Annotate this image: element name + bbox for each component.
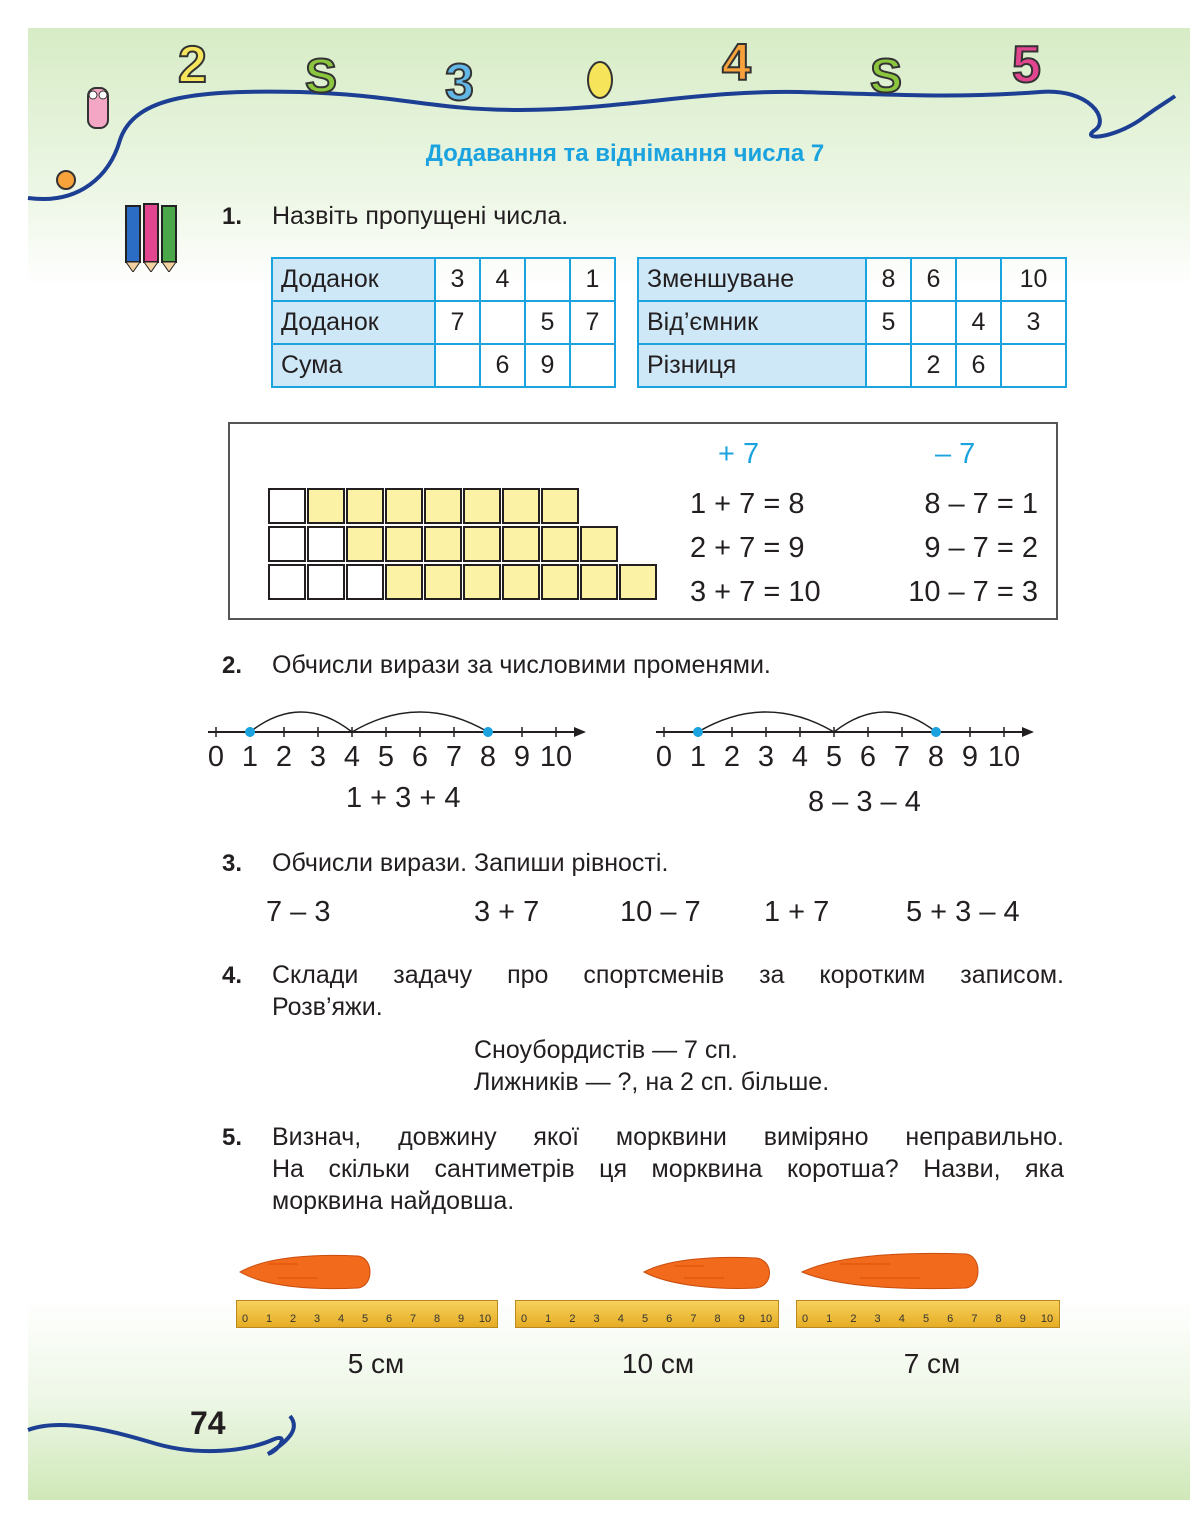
arrow-icon — [1022, 727, 1034, 737]
task-4-number: 4. — [222, 962, 243, 989]
ruler-tick-label: 10 — [759, 1313, 773, 1325]
task-1-text: Назвіть пропущені числа. — [272, 202, 569, 230]
ruler-tick-label: 2 — [569, 1313, 576, 1325]
grid-cell-white — [268, 526, 306, 562]
task-4-text-line: Розв’яжи. — [272, 993, 383, 1021]
number-line-label: 8 — [479, 741, 497, 773]
svg-text:S: S — [305, 50, 338, 103]
number-line-point — [931, 727, 941, 737]
grid-cell-yellow — [541, 526, 579, 562]
grid-cell-yellow — [502, 526, 540, 562]
jump-arc — [834, 712, 936, 732]
plus-seven-header: + 7 — [718, 438, 760, 470]
subtraction-table — [637, 257, 1067, 388]
ruler-tick-label: 6 — [666, 1313, 673, 1325]
grid-cell-yellow — [346, 526, 384, 562]
table-cell: 6 — [480, 344, 525, 387]
number-line-label: 0 — [207, 741, 225, 773]
number-line-label: 10 — [987, 741, 1021, 773]
minus-equation: 10 – 7 = 3 — [908, 576, 1038, 608]
carrot-length-label: 7 см — [903, 1348, 961, 1379]
grid-cell-yellow — [619, 564, 657, 600]
jump-arc — [250, 712, 352, 732]
grid-cell-yellow — [385, 564, 423, 600]
grid-cell-yellow — [541, 564, 579, 600]
grid-cell-yellow — [541, 488, 579, 524]
task-5-text-line: Визнач, довжину якої морквини виміряно неправильно. — [272, 1123, 1064, 1151]
number-line-label: 1 — [689, 741, 707, 773]
plus-equation: 1 + 7 = 8 — [690, 488, 805, 520]
ruler-tick-label: 6 — [385, 1313, 393, 1325]
number-line-label: 7 — [893, 741, 911, 773]
ruler-tick-label: 1 — [826, 1313, 833, 1325]
grid-cell-yellow — [424, 488, 462, 524]
ruler-tick-label: 5 — [361, 1313, 369, 1325]
equations-box — [228, 422, 1058, 620]
plus-equation: 2 + 7 = 9 — [690, 532, 805, 564]
ruler-tick-label: 9 — [1019, 1313, 1026, 1325]
number-line-label: 3 — [757, 741, 775, 773]
ruler-tick-label: 4 — [898, 1313, 905, 1325]
grid-cell-yellow — [463, 526, 501, 562]
table-cell — [435, 344, 480, 387]
expression: 1 + 7 — [764, 896, 830, 928]
grid-cell-yellow — [385, 526, 423, 562]
page-number: 74 — [190, 1405, 226, 1441]
ruler-tick-label: 1 — [265, 1313, 273, 1325]
number-four-character-icon — [722, 34, 751, 92]
ruler-tick-label: 4 — [617, 1313, 624, 1325]
task-3-text: Обчисли вирази. Запиши рівності. — [272, 849, 669, 877]
number-line-point — [245, 727, 255, 737]
pencils-icon — [118, 200, 198, 272]
table-label: Різниця — [638, 344, 866, 387]
ruler-tick-label: 2 — [850, 1313, 857, 1325]
ruler-tick-label: 6 — [947, 1313, 954, 1325]
right-expression: 8 – 3 – 4 — [808, 786, 921, 818]
number-line-label: 0 — [655, 741, 673, 773]
table-cell — [1001, 344, 1066, 387]
table-cell — [866, 344, 911, 387]
grid-cell-yellow — [424, 526, 462, 562]
carrot-icon — [238, 1250, 378, 1294]
ruler-tick-label: 7 — [409, 1313, 417, 1325]
grid-cell-yellow — [463, 564, 501, 600]
svg-text:S: S — [870, 50, 903, 103]
table-cell — [525, 258, 570, 301]
grid-cell-white — [307, 526, 345, 562]
table-cell: 9 — [525, 344, 570, 387]
ruler-tick-label: 8 — [995, 1313, 1002, 1325]
number-line-label: 5 — [377, 741, 395, 773]
page-title: Додавання та віднімання числа 7 — [425, 140, 825, 167]
ruler-tick-label: 9 — [738, 1313, 745, 1325]
table-cell: 1 — [570, 258, 615, 301]
ruler-tick-label: 2 — [289, 1313, 297, 1325]
small-character-icon — [57, 171, 75, 189]
grid-cell-yellow — [424, 564, 462, 600]
ruler — [236, 1300, 498, 1328]
task-1-number: 1. — [222, 203, 243, 230]
table-row — [272, 344, 615, 387]
grid-cell-yellow — [502, 488, 540, 524]
minus-seven-header: – 7 — [935, 438, 976, 470]
table-cell: 4 — [480, 258, 525, 301]
left-expression: 1 + 3 + 4 — [346, 782, 461, 814]
ruler — [796, 1300, 1060, 1328]
task-4-text-line: Склади задачу про спортсменів за коротким записом. — [272, 961, 1064, 989]
grid-cell-white — [268, 564, 306, 600]
number-line-label: 4 — [791, 741, 809, 773]
ruler-tick-label: 8 — [433, 1313, 441, 1325]
table-cell — [480, 301, 525, 344]
ruler-tick-label: 0 — [801, 1313, 809, 1325]
table-cell: 6 — [956, 344, 1001, 387]
table-label: Доданок — [272, 301, 435, 344]
svg-text:4: 4 — [722, 34, 751, 92]
table-row — [272, 301, 615, 344]
number-line-label: 1 — [241, 741, 259, 773]
number-line-label: 10 — [539, 741, 573, 773]
ruler-tick-label: 4 — [337, 1313, 345, 1325]
table-row — [638, 258, 1066, 301]
svg-text:5: 5 — [1012, 36, 1041, 94]
table-cell: 4 — [956, 301, 1001, 344]
ruler-tick-label: 7 — [971, 1313, 978, 1325]
plus-equation: 3 + 7 = 10 — [690, 576, 821, 608]
number-line-label: 5 — [825, 741, 843, 773]
ruler-tick-label: 0 — [241, 1313, 249, 1325]
ruler-tick-label: 3 — [313, 1313, 321, 1325]
short-note-line: Лижників — ?, на 2 сп. більше. — [474, 1068, 830, 1096]
number-line-right — [648, 698, 1038, 778]
grid-cell-yellow — [307, 488, 345, 524]
table-cell: 3 — [1001, 301, 1066, 344]
expression: 3 + 7 — [474, 896, 540, 928]
grid-cell-yellow — [580, 564, 618, 600]
svg-text:2: 2 — [178, 36, 207, 94]
grid-cell-white — [346, 564, 384, 600]
expression: 7 – 3 — [266, 896, 331, 928]
carrot-icon — [640, 1250, 780, 1294]
table-cell: 8 — [866, 258, 911, 301]
table-row — [272, 258, 615, 301]
header-decoration — [0, 0, 1190, 220]
table-row — [638, 344, 1066, 387]
ruler-tick-label: 5 — [641, 1313, 649, 1325]
number-zero-character-icon — [588, 62, 612, 98]
table-cell: 6 — [911, 258, 956, 301]
number-line-label: 4 — [343, 741, 361, 773]
number-line-label: 6 — [411, 741, 429, 773]
grid-cell-yellow — [580, 526, 618, 562]
grid-cell-yellow — [502, 564, 540, 600]
task-5-text-line: На скільки сантиметрів ця морквина коротша? Назви, яка — [272, 1155, 1064, 1183]
grid-cell-white — [307, 564, 345, 600]
ruler-tick-label: 0 — [520, 1313, 528, 1325]
table-cell — [911, 301, 956, 344]
table-cell: 7 — [435, 301, 480, 344]
svg-text:3: 3 — [445, 54, 474, 112]
ruler-tick-label: 3 — [874, 1313, 881, 1325]
addition-table — [271, 257, 616, 388]
number-line-point — [693, 727, 703, 737]
table-cell: 10 — [1001, 258, 1066, 301]
table-cell — [570, 344, 615, 387]
table-label: Зменшуване — [638, 258, 866, 301]
number-three-character-icon — [445, 54, 474, 112]
arrow-icon — [574, 727, 586, 737]
grid-cell-yellow — [463, 488, 501, 524]
table-label: Сума — [272, 344, 435, 387]
number-line-label: 7 — [445, 741, 463, 773]
ruler-tick-label: 7 — [690, 1313, 697, 1325]
carrot-length-label: 10 см — [621, 1348, 695, 1379]
grid-cell-white — [268, 488, 306, 524]
short-note-line: Сноубордистів — 7 сп. — [474, 1036, 738, 1064]
grid-cell-yellow — [346, 488, 384, 524]
minus-equation: 8 – 7 = 1 — [924, 488, 1038, 520]
table-cell: 3 — [435, 258, 480, 301]
minus-equation: 9 – 7 = 2 — [924, 532, 1038, 564]
table-cell: 5 — [866, 301, 911, 344]
ruler-tick-label: 8 — [714, 1313, 721, 1325]
number-line-label: 9 — [961, 741, 979, 773]
table-cell: 2 — [911, 344, 956, 387]
carrot-icon — [800, 1248, 984, 1294]
ruler-tick-label: 10 — [1040, 1313, 1054, 1325]
number-line-label: 6 — [859, 741, 877, 773]
expression: 5 + 3 – 4 — [906, 896, 1020, 928]
task-5-text-line: морквина найдовша. — [272, 1187, 515, 1215]
table-cell: 7 — [570, 301, 615, 344]
table-cell: 5 — [525, 301, 570, 344]
number-line-point — [483, 727, 493, 737]
number-line-left — [200, 698, 590, 778]
table-label: Від’ємник — [638, 301, 866, 344]
expression: 10 – 7 — [620, 896, 701, 928]
carrot-length-label: 5 см — [347, 1348, 405, 1379]
footer-wave-decoration — [0, 1400, 340, 1470]
task-3-number: 3. — [222, 850, 243, 877]
ruler — [515, 1300, 779, 1328]
number-five-character-icon — [1012, 36, 1041, 94]
number-two-character-icon — [178, 36, 207, 94]
table-cell — [956, 258, 1001, 301]
number-line-label: 2 — [275, 741, 293, 773]
ruler-tick-label: 9 — [457, 1313, 465, 1325]
counting-grid — [268, 488, 660, 608]
ruler-tick-label: 3 — [593, 1313, 600, 1325]
number-one-character-icon — [88, 88, 108, 128]
task-2-text: Обчисли вирази за числовими променями. — [272, 651, 771, 679]
task-2-number: 2. — [222, 652, 243, 679]
number-line-label: 8 — [927, 741, 945, 773]
number-line-label: 3 — [309, 741, 327, 773]
task-5-number: 5. — [222, 1124, 243, 1151]
table-row — [638, 301, 1066, 344]
grid-cell-yellow — [385, 488, 423, 524]
number-line-label: 9 — [513, 741, 531, 773]
number-line-label: 2 — [723, 741, 741, 773]
ruler-tick-label: 10 — [478, 1313, 492, 1325]
ruler-tick-label: 1 — [545, 1313, 552, 1325]
table-label: Доданок — [272, 258, 435, 301]
ruler-tick-label: 5 — [922, 1313, 930, 1325]
